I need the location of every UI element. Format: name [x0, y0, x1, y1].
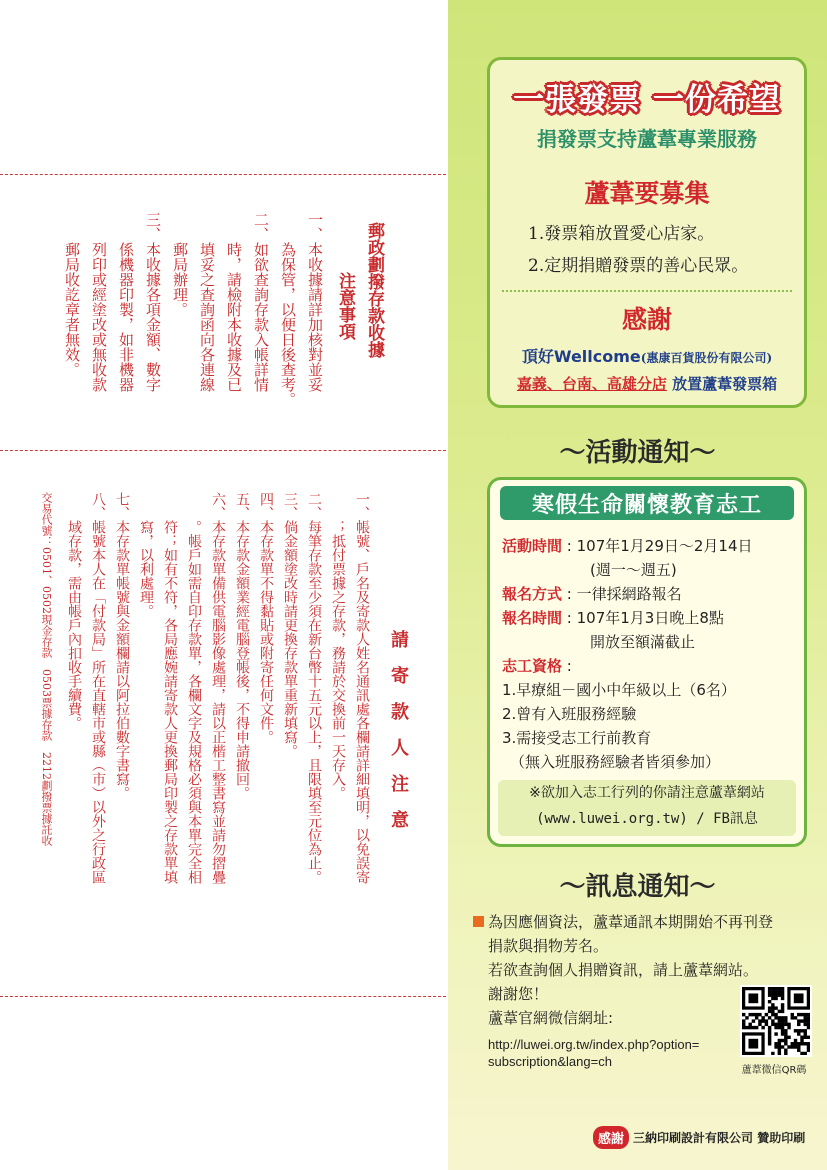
receipt-note-line: 郵局辦理。: [171, 212, 189, 317]
depositor-note-line: 。帳戶如需自印存款單，各欄文字及規格必須與本單完全相: [186, 492, 202, 884]
depositor-note-line: 六、本存款單備供電腦影像處理，請以正楷工整書寫並請勿摺疊: [210, 492, 226, 884]
activity-banner-text: 寒假生命關懷教育志工: [531, 492, 762, 518]
news-line: 為因應個資法，蘆葦通訊本期開始不再刊登: [488, 913, 774, 931]
qual-item: 2.曾有入班服務經驗: [502, 705, 637, 723]
campaign-subtitle: 捐發票支持蘆葦專業服務: [537, 127, 757, 151]
depositor-note-line: 七、本存款單帳號與金額欄請以阿拉伯數字書寫。: [114, 492, 130, 800]
campaign-slogan: 一張發票 一份希望: [513, 82, 781, 118]
signup-time-value: 107年1月3日晚上8點: [576, 609, 724, 627]
receipt-note-line: 二、如欲查詢存款入帳詳情: [252, 212, 270, 392]
receipt-note-line: 郵局收訖章者無效。: [63, 212, 81, 377]
signup-time-note: 開放至額滿截止: [590, 633, 696, 651]
cut-line-middle: [0, 450, 446, 451]
thanks-badge: 感謝: [593, 1126, 629, 1149]
depositor-note-line: 域存款，需由帳戶內扣收手續費。: [66, 492, 82, 730]
campaign-card: [487, 57, 807, 408]
activity-banner: [500, 486, 794, 520]
signup-time-label: 報名時間: [502, 609, 563, 627]
news-line: 捐款與捐物芳名。: [488, 937, 609, 955]
news-line: 蘆葦官網微信網址:: [488, 1009, 614, 1027]
qr-caption: 蘆葦微信QR碼: [741, 1065, 807, 1076]
news-line: 謝謝您！: [488, 985, 549, 1003]
receipt-note-line: 為保管，以便日後查考。: [279, 212, 297, 407]
activity-note: [498, 780, 796, 836]
bullet-icon: [473, 916, 484, 927]
qual-item: 1.早療組－國小中年級以上（6名）: [502, 681, 736, 699]
cut-line-top: [0, 174, 446, 175]
note-line: (www.luwei.org.tw) / FB訊息: [536, 811, 758, 827]
depositor-note-line: 符；如有不符，各局應婉請寄款人更換郵局印製之存款單填: [162, 492, 178, 884]
receipt-note-line: 三、本收據各項金額、數字: [144, 212, 162, 392]
footer-text: 三納印刷設計有限公司 贊助印刷: [633, 1131, 806, 1145]
wechat-url: http://luwei.org.tw/index.php?option=: [488, 1037, 700, 1052]
recruit-item: 2.定期捐贈發票的善心民眾。: [528, 256, 749, 276]
activity-card: 寒假生命關懷教育志工 活動時間 : 107年1月29日～2月14日 (週一～週五) 報名方式 : 一律採網路報名 報名時間 : 107年1月3日晚上8點 開放至額滿截止 志工資格 : 1.早療組－國小中年級以上（6名） 2.曾有入班服務經驗 3.需接受志工行前教育 （無入班服務經驗者皆須參加） ※欲加入志工行列的你請注意蘆葦網站 (www.luwei.org.tw) / FB訊息: [487, 477, 807, 847]
receipt-note-line: 時，請檢附本收據及已: [225, 212, 243, 392]
thanks-company: 頂好Wellcome: [521, 347, 641, 366]
qual-item: （無入班服務經驗者皆須參加）: [510, 753, 721, 771]
signup-label: 報名方式: [502, 585, 563, 603]
depositor-note-line: 八、帳號本人在「付款局」所在直轄市或縣（市）以外之行政區: [90, 492, 106, 884]
footer: [593, 1126, 805, 1149]
thanks-company-note: (惠康百貨股份有限公司): [640, 351, 773, 365]
receipt-note-line: 填妥之查詢函向各連線: [198, 212, 216, 392]
receipt-note-line: 一、本收據請詳加核對並妥: [306, 212, 324, 392]
thanks-branches: 嘉義、台南、高雄分店: [516, 375, 667, 393]
thanks-action: 放置蘆葦發票箱: [672, 375, 778, 393]
depositor-note-line: 四、本存款單不得黏貼或附寄任何文件。: [258, 492, 274, 744]
receipt-note-line: 係機器印製，如非機器: [117, 212, 135, 392]
time-label: 活動時間: [502, 537, 563, 555]
thanks-title: 感謝: [621, 305, 672, 334]
note-line: ※欲加入志工行列的你請注意蘆葦網站: [529, 785, 765, 801]
depositor-note-line: 寫，以利處理。: [138, 492, 154, 618]
depositor-note-line: 一、帳號、戶名及寄款人姓名通訊處各欄請詳細填明，以免誤寄: [354, 492, 370, 884]
qr-code-icon[interactable]: [740, 985, 812, 1057]
receipt-title: 郵政劃撥存款收據: [364, 222, 384, 358]
depositor-note-line: 五、本存款金額業經電腦登帳後，不得申請撤回。: [234, 492, 250, 800]
receipt-note-line: 列印或經塗改或無收款: [90, 212, 108, 392]
qual-item: 3.需接受志工行前教育: [502, 729, 652, 747]
card-divider: [502, 290, 792, 292]
recruit-title: 蘆葦要募集: [584, 179, 710, 208]
receipt-subtitle: 注意事項: [335, 272, 355, 340]
activity-heading: ～活動通知～: [559, 438, 716, 468]
news-heading: ～訊息通知～: [559, 872, 716, 902]
signup-value: 一律採網路報名: [576, 585, 682, 603]
transaction-codes: 交易代號：0501、0502現金存款 0503票據存款 2212劃撥票據託收: [40, 492, 53, 846]
wechat-url: subscription&lang=ch: [488, 1054, 612, 1069]
depositor-note-line: 三、倘金額塗改時請更換存款單重新填寫。: [282, 492, 298, 758]
depositor-title: 請寄款人注意: [388, 630, 409, 846]
news-line: 若欲查詢個人捐贈資訊，請上蘆葦網站。: [488, 961, 759, 979]
qual-label: 志工資格: [502, 657, 563, 675]
recruit-item: 1.發票箱放置愛心店家。: [528, 224, 715, 244]
time-value: 107年1月29日～2月14日: [576, 537, 753, 555]
cut-line-bottom: [0, 996, 446, 997]
depositor-note-line: 二、每筆存款至少須在新台幣十五元以上，且限填至元位為止。: [306, 492, 322, 884]
time-note: (週一～週五): [590, 561, 677, 579]
depositor-note-line: ；抵付票據之存款，務請於交換前一天存入。: [330, 492, 346, 800]
